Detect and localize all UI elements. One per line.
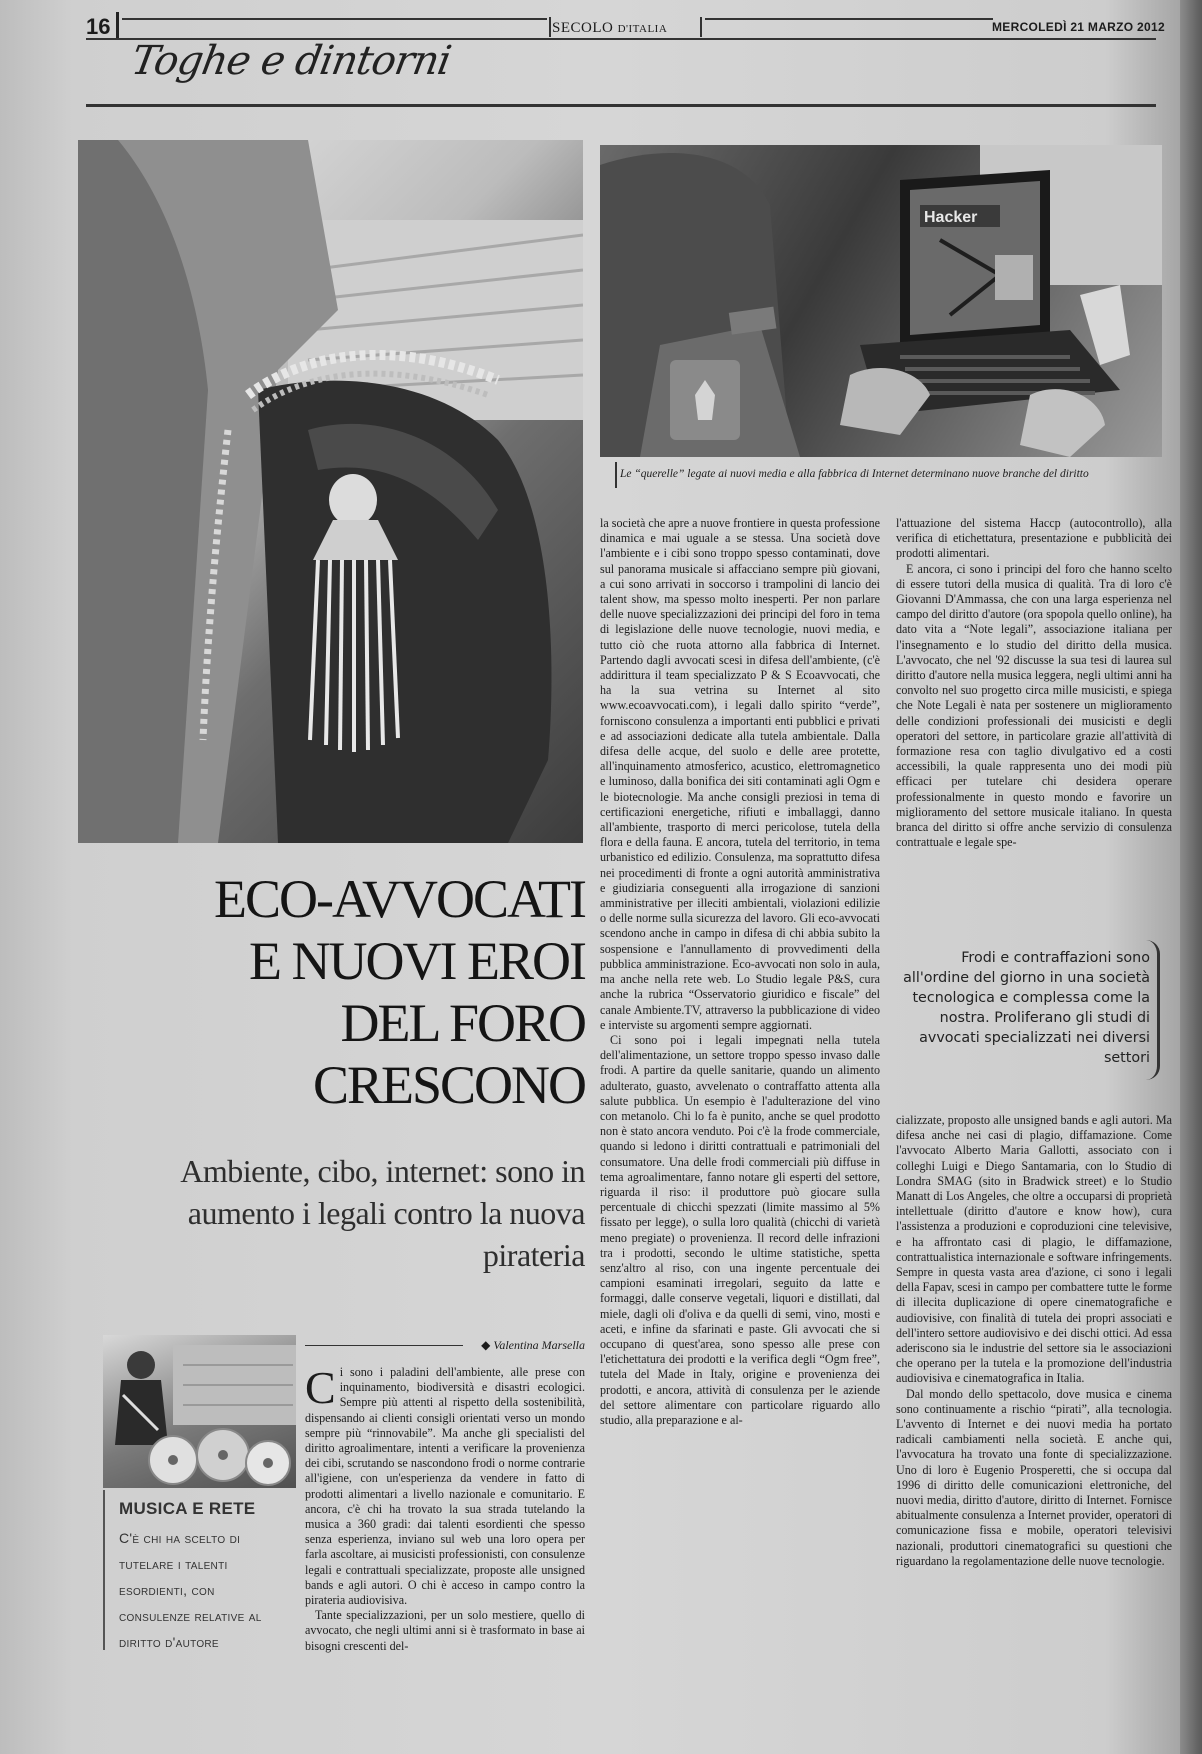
laptop-illustration xyxy=(600,145,1162,457)
headline xyxy=(110,868,585,1116)
article-paragraph: Dal mondo dello spettacolo, dove musica e cinema sono continuamente a rischio “pirati”, alla tecnologia. L'avvento di Internet e dei nuovi media ha portato radicali cambiamenti nella società. E anche qui, l'avvocatura ha trovato una fonte di specializzazione. Uno di loro è Eugenio Prosperetti, che si occupa dal 1996 di diritto delle comunicazioni elettroniche, del nuovi media, diritto d'autore, diritto di Internet. Fornisce abitualmente consulenza a Internet provider, operatori di comunicazione fissa e mobile, operatori televisivi nazionali, produttori cinematografici su questioni che riguardano la regolamentazione delle nuove tecnologie. xyxy=(896,1386,1172,1568)
sidebar-title: MUSICA E RETE xyxy=(119,1499,256,1518)
page-number: 16 xyxy=(86,14,111,39)
section-rule xyxy=(86,104,1156,107)
issue-date: MERCOLEDÌ 21 MARZO 2012 xyxy=(992,20,1165,34)
article-paragraph: l'attuazione del sistema Haccp (autocontrollo), alla verifica di etichettatura, presentazione e pubblicità dei prodotti alimentari. xyxy=(896,516,1172,561)
article-column-3-top xyxy=(896,516,1172,912)
article-paragraph: Tante specializzazioni, per un solo mestiere, quello di avvocato, che negli ultimi anni si è trasformato in base ai bisogni crescenti del- xyxy=(305,1608,585,1653)
article-paragraph: la società che apre a nuove frontiere in questa professione dinamica e mai uguale a se stessa. Una società dove l'ambiente e i cibi sono troppo spesso contaminati, dove sul panorama musicale si affacciano sempre più giovani, a cui sono arrivati in soccorso i trampolini di lancio dei talent show, ma spesso molto inesperti. Per non parlare delle nuove specializzazioni dei principi del foro in tema di legislazione delle nuove tecnologie, nuovi media, e tutto ciò che ruota attorno alla fabbrica di Internet. Partendo dagli avvocati scesi in difesa dell'ambiente, (c'è addirittura il team specializzato P & S Ecoavvocati, che ha la sua vetrina su Internet al sito www.ecoavvocati.com), i legali dallo spirito “verde”, forniscono consulenza a importanti enti pubblici e privati e ad associazioni dedicate alla tutela ambientale. Dalla difesa delle acque, del suolo e delle aree protette, all'inquinamento atmosferico, acustico, elettromagnetico e luminoso, dalla bonifica dei siti contaminati agli Ogm e le biotecnologie. Ma anche consigli preziosi in tema di certificazioni energetiche, rifiuti e imballaggi, danno all'ambiente, trasporto di merci pericolose, tutela della flora e della fauna. E ancora, tutela del territorio, in tema urbanistico ed edilizio. Consulenza, ma soprattutto difesa nei procedimenti di fronte a ogni autorità amministrativa e giudiziaria conseguenti alla irrogazione di sanzioni amministrative per illeciti ambientali, violazioni edilizie o delle norme sulla sicurezza del lavoro. Gli eco-avvocati scendono anche in campo in difesa di chi abbia subito la sospensione e l'annullamento di provvedimenti della pubblica amministrazione. Eco-avvocati non solo in aula, ma anche nella rete web. Lo Studio legale P&S, cura anche la rubrica “Osservatorio giuridico e fiscale” del canale Ambiente.TV, attraverso la pubblicazione di video e interviste su argomenti sempre aggiornati. xyxy=(600,516,880,1032)
article-paragraph: cializzate, proposto alle unsigned bands e agli autori. Ma difesa anche nei casi di plagio, diffamazione. Come l'avvocato Alberto Maria Gallotti, associato con i colleghi Luigi e Diego Santamaria, con lo Studio di Londra SMAG (sito in Bradwick street) e lo Studio Manatt di Los Angeles, che oltre a occuparsi di proprietà intellettuale (diritto d'autore e know how), cura l'assistenza a produzioni e coproduzioni cine televisive, e ha affrontato casi di plagio, le diffamazione, contrattualistica internazionale e software infringements. Sempre in questa vasta area d'azione, ci sono i legali della Fapav, scesi in campo per combattere tutte le forme di illecita duplicazione di opere cinematografiche e audiovisive, con finalità di tutela dei propri associati e dell'intero settore audiovisivo e dei dischi ottici. Ad essa aderiscono sia le industrie del settore sia le associazioni che operano per la tutela e la promozione dell'industria audiovisiva e cinematografica in Italia. xyxy=(896,1113,1172,1386)
byline: ◆ Valentina Marsella xyxy=(481,1338,585,1352)
pull-quote: Frodi e contraffazioni sono all'ordine del giorno in una società tecnologica e complessa come la nostra. Proliferano gli studi di avvocati specializzati nei diversi settori xyxy=(903,950,1150,1066)
headline-line: E NUOVI EROI xyxy=(249,931,585,991)
article-paragraph: E ancora, ci sono i principi del foro che hanno scelto di essere tutori della musica di qualità. Tra di loro c'è Giovanni D'Ammassa, che con una larga esperienza nel campo del diritto d'autore (ora spopola quello online), ha dato vita a “Note legali”, associazione italiana per l'insegnamento e lo studio del diritto della musica. L'avvocato, che nel '92 discusse la sua tesi di laurea sul diritto d'autore nella musica leggera, negli ultimi anni ha convolto nel suo progetto circa mille musicisti, e spiega che Note Legali è nata per sostenere un miglioramento delle condizioni professionali dei musicisti e degli operatori del settore, in particolare grazie all'attività di formazione resa con taglio divulgativo ed a costi accessibili, la quale rappresenta uno dei modi più efficaci per tutelare chi desidera operare professionalmente in questo mondo e favorire un miglioramento del settore musicale italiano. In questa branca del diritto si offre anche servizio di consulenza contrattuale e legale spe- xyxy=(896,561,1172,850)
masthead-divider xyxy=(549,17,551,37)
drop-cap: C xyxy=(305,1365,336,1413)
masthead-top-rule-right xyxy=(705,18,993,20)
masthead-top-rule-left xyxy=(122,18,547,20)
newspaper-name: SECOLO D'ITALIA xyxy=(552,20,668,36)
article-column-3-bottom xyxy=(896,1113,1172,1748)
caption-marker xyxy=(615,462,617,488)
photo-caption: Le “querelle” legate ai nuovi media e alla fabbrica di Internet determinano nuove branche del diritto xyxy=(620,468,1089,480)
article-paragraph: Ci sono i paladini dell'ambiente, alle prese con inquinamento, biodiversità e disastri ecologici. Sempre più attenti al rispetto della sostenibilità, dispensando ai clienti consigli orientati verso un mondo sempre più “rinnovabile”. Ma anche gli specialisti del diritto agroalimentare, intenti a verificare la provenienza dei cibi, scrutando se nascondono frodi o norme contrarie all'igiene, con un'esperienza da vendere in fatto di prodotti alimentari a livello nazionale e comunitario. E ancora, c'è chi ha trovato la sua strada tutelando la musica a 360 gradi: dai talenti esordienti che spesso senza esperienza, inviano sul web una loro opera per farla ascoltare, ai musicisti professionisti, con consulenze legali e contrattuali specializzate, proposte alle unsigned bands e agli autori. O chi è acceso in campo contro la pirateria audiovisiva. xyxy=(305,1365,585,1608)
headline-line: ECO-AVVOCATI xyxy=(213,869,585,929)
article-paragraph: Ci sono poi i legali impegnati nella tutela dell'alimentazione, un settore troppo spesso invaso dalle frodi. A partire da quelle sanitarie, quando un alimento adulterato, guasto, avvelenato o contraffatto attenta alla salute pubblica. Un esempio è l'adulterazione del vino con metanolo. Chi lo fa è punito, anche se quel prodotto non è stato ancora venduto. Poi c'è la frode commerciale, quando si ledono i diritti contrattuali e patrimoniali del consumatore. Una delle frodi commerciali più diffuse in tema agroalimentare, fanno notare gli esperti del settore, riguarda il riso: il produttore può giocare sulla percentuale di chicchi spezzati (limite massimo al 5% fissato per legge), o sulla loro qualità (chicchi di varietà meno pregiate) o provenienza. Il record delle infrazioni tra i prodotti, secondo le ultime statistiche, spetta senz'altro al riso, con una ingente percentuale dei campioni esaminati irregolari, seguito da latte e formaggi, dalle conserve vegetali, liquori e distillati, dal miele, dagli oli d'oliva e da quelli di semi, vino, mosti e aceti, e infine da sfarinati e paste. Gli avvocati che si occupano di quest'area, sono spesso alle prese con l'etichettatura dei prodotti e la verifica degli “Ogm free”, tutela del Made in Italy, origine e provenienza dei prodotti, e ancora, attività di consulenza per le aziende del settore alimentare con particolare riguardo allo studio, alla preparazione e al- xyxy=(600,1032,880,1427)
headline-line: CRESCONO xyxy=(312,1055,585,1115)
headline-line: DEL FORO xyxy=(340,993,585,1053)
page-binding-shadow xyxy=(1180,0,1202,1754)
sidebar-text: C'è chi ha scelto di tutelare i talenti esordienti, con consulenze relative al diritto d'autore xyxy=(119,1530,262,1650)
gown-tassel-illustration xyxy=(78,140,583,843)
masthead-divider xyxy=(700,17,702,37)
officer-laptop-photo xyxy=(600,145,1162,457)
pull-quote-bracket xyxy=(1146,940,1160,1080)
sidebar-box xyxy=(103,1335,296,1650)
article-column-2 xyxy=(600,516,880,1748)
carabiniere-discs-photo xyxy=(103,1335,296,1488)
page-number-divider xyxy=(116,12,119,38)
screen-hacker-text: Hacker xyxy=(924,209,978,226)
article-column-1 xyxy=(305,1365,585,1747)
lawyer-gown-photo xyxy=(78,140,583,843)
sidebar-illustration xyxy=(103,1335,296,1488)
subheadline: Ambiente, cibo, internet: sono in aumento i legali contro la nuova pirateria xyxy=(180,1153,585,1273)
sidebar-divider xyxy=(103,1490,105,1650)
section-title: Toghe e dintorni xyxy=(127,38,454,84)
